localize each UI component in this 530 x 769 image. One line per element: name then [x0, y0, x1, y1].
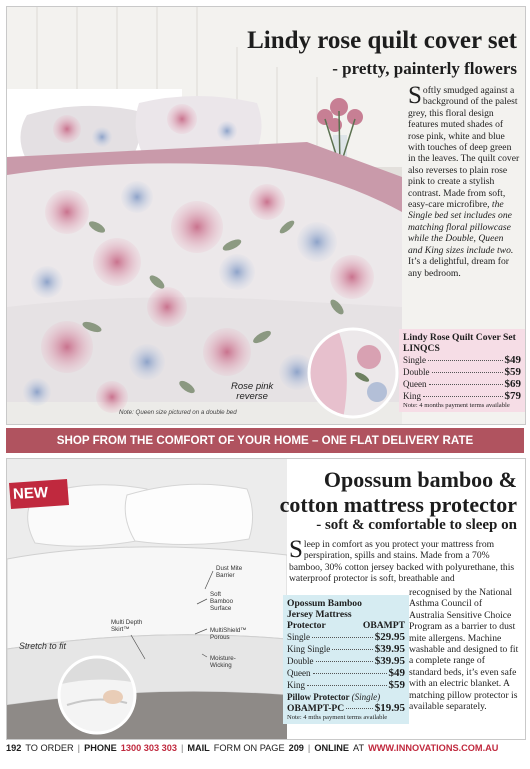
callout-soft-bamboo: [210, 591, 233, 612]
price-row: [287, 643, 405, 655]
footer-divider: |: [180, 743, 184, 753]
callout-multishield: [210, 627, 246, 641]
page-number: 192: [6, 743, 22, 753]
photo-note: Note: Queen size pictured on a double bed: [119, 409, 237, 416]
footer-divider: |: [77, 743, 81, 753]
callout-line: Porous: [210, 634, 230, 641]
footer-online-at: AT: [353, 743, 365, 753]
price-row: [403, 390, 521, 402]
price-row-value: $29.95: [374, 631, 405, 643]
price-row-value: $39.95: [374, 655, 405, 667]
price-row-value: $79: [504, 390, 521, 402]
price-row-value: $59: [504, 366, 521, 378]
quilt-price-note: Note: 4 months payment terms available: [403, 402, 510, 409]
mattress-price-name-3: Protector: [287, 620, 326, 631]
price-row-value: $49: [504, 354, 521, 366]
callout-line: Bamboo: [210, 598, 234, 605]
reverse-caption-line2: reverse: [236, 391, 268, 402]
price-row-label: Double: [403, 367, 430, 377]
quilt-product-panel: [6, 6, 526, 425]
footer-order-label: TO ORDER: [25, 743, 74, 753]
footer-divider: |: [307, 743, 311, 753]
price-row-label: Double: [287, 656, 314, 666]
callout-line: Wicking: [210, 662, 232, 669]
callout-line: Moisture-: [210, 655, 236, 662]
price-row: [287, 631, 405, 643]
quilt-dropcap: S: [408, 82, 422, 109]
price-row: [403, 366, 521, 378]
footer-mail-page: 209: [288, 743, 304, 753]
mattress-subtitle: - soft & comfortable to sleep on: [316, 517, 517, 533]
pillow-protector-label: Pillow Protector: [287, 692, 350, 702]
price-row-label: Single: [287, 632, 311, 642]
callout-line: Skirt™: [111, 626, 130, 633]
pillow-protector-heading: [287, 692, 405, 702]
callout-dust-mite: [216, 565, 242, 579]
footer-phone-label: PHONE: [84, 743, 117, 753]
page-footer: [6, 743, 524, 753]
pillow-protector-sub: (Single): [351, 692, 381, 702]
pillow-price: $19.95: [374, 702, 405, 714]
stretch-caption: Stretch to fit: [19, 641, 66, 651]
stretch-inset: [57, 655, 137, 735]
mattress-description-side: recognised by the National Asthma Council of Australia Sensitive Choice Program as a barrier to dust mite allergens. Machine washable and designed to fit a complete range of standard beds, it’s even safe with an electric blanket. A matching pillow protector is available separately.: [409, 587, 519, 713]
callout-line: Barrier: [216, 572, 235, 579]
callout-line: Dust Mite: [216, 565, 243, 572]
mattress-dropcap: S: [289, 536, 303, 563]
mattress-title-line2: cotton mattress protector: [279, 492, 517, 517]
delivery-banner: SHOP FROM THE COMFORT OF YOUR HOME – ONE FLAT DELIVERY RATE: [6, 428, 524, 453]
footer-mail-text: FORM ON PAGE: [213, 743, 285, 753]
mattress-title-line1: Opossum bamboo &: [323, 467, 517, 492]
pillow-code: OBAMPT-PC: [287, 703, 345, 714]
mattress-price-box: [283, 595, 409, 724]
reverse-swatch-inset: [307, 327, 399, 419]
price-row-label: King: [287, 680, 305, 690]
mattress-price-head: [287, 620, 405, 631]
price-row: [287, 655, 405, 667]
price-row-value: $49: [388, 667, 405, 679]
mattress-description-text: leep in comfort as you protect your mattress from perspiration, spills and stains. Made from a 70% bamboo, 30% cotton jersey backed with polyurethane, this waterproof protector is soft, breathable and: [289, 539, 515, 585]
price-row-value: $59: [388, 679, 405, 691]
quilt-title: Lindy rose quilt cover set: [247, 27, 517, 54]
quilt-price-box: [399, 329, 525, 412]
price-row: [403, 354, 521, 366]
price-row-value: $39.95: [374, 643, 405, 655]
price-row-value: $69: [504, 378, 521, 390]
price-row-label: Queen: [403, 379, 427, 389]
price-row-label: King: [403, 391, 421, 401]
callout-line: MultiShield™: [210, 627, 247, 634]
quilt-description: [408, 82, 520, 279]
mattress-price-note: Note: 4 mths payment terms available: [287, 714, 388, 721]
price-row-label: Single: [403, 355, 427, 365]
footer-online-label: ONLINE: [314, 743, 350, 753]
quilt-description-end: It’s a delightful, dream for any bedroom.: [408, 256, 509, 279]
callout-line: Soft: [210, 591, 222, 598]
quilt-price-name: Lindy Rose Quilt Cover Set: [403, 332, 516, 343]
price-row: [287, 679, 405, 691]
price-row-label: King Single: [287, 644, 331, 654]
price-row: [287, 667, 405, 679]
footer-phone-number[interactable]: 1300 303 303: [120, 743, 177, 753]
price-row-label: Queen: [287, 668, 311, 678]
new-badge: [7, 479, 71, 514]
callout-line: Multi Depth: [111, 619, 143, 626]
callout-moisture: [210, 655, 236, 669]
mattress-product-panel: [6, 458, 526, 740]
mattress-price-code: OBAMPT: [362, 620, 405, 631]
reverse-caption: [231, 382, 273, 402]
mattress-price-name-1: Opossum Bamboo: [287, 598, 362, 609]
reverse-caption-line1: Rose pink: [231, 381, 274, 392]
price-row: [403, 378, 521, 390]
callout-skirt: [111, 619, 142, 633]
mattress-description-top: [289, 536, 519, 585]
quilt-description-text: oftly smudged against a background of the palest grey, this floral design features muted shades of rose pink, white and blue with touches of deep green in the leaves. The quilt cover also reverses to plain rose pink to create a stylish contrast. Made from soft, easy-care microfibre,: [408, 85, 520, 211]
quilt-subtitle: - pretty, painterly flowers: [332, 59, 517, 78]
footer-website-link[interactable]: WWW.INNOVATIONS.COM.AU: [368, 743, 499, 753]
new-badge-label: NEW: [12, 484, 49, 503]
mattress-price-name-2: Jersey Mattress: [287, 609, 352, 620]
quilt-description-italic: the Single bed set includes one matching floral pillowcase while the Double, Queen and King sizes include two.: [408, 199, 514, 256]
callout-line: Surface: [210, 605, 232, 612]
price-row-pillow: [287, 702, 405, 714]
footer-mail-label: MAIL: [187, 743, 210, 753]
quilt-price-code: LINQCS: [403, 343, 440, 354]
